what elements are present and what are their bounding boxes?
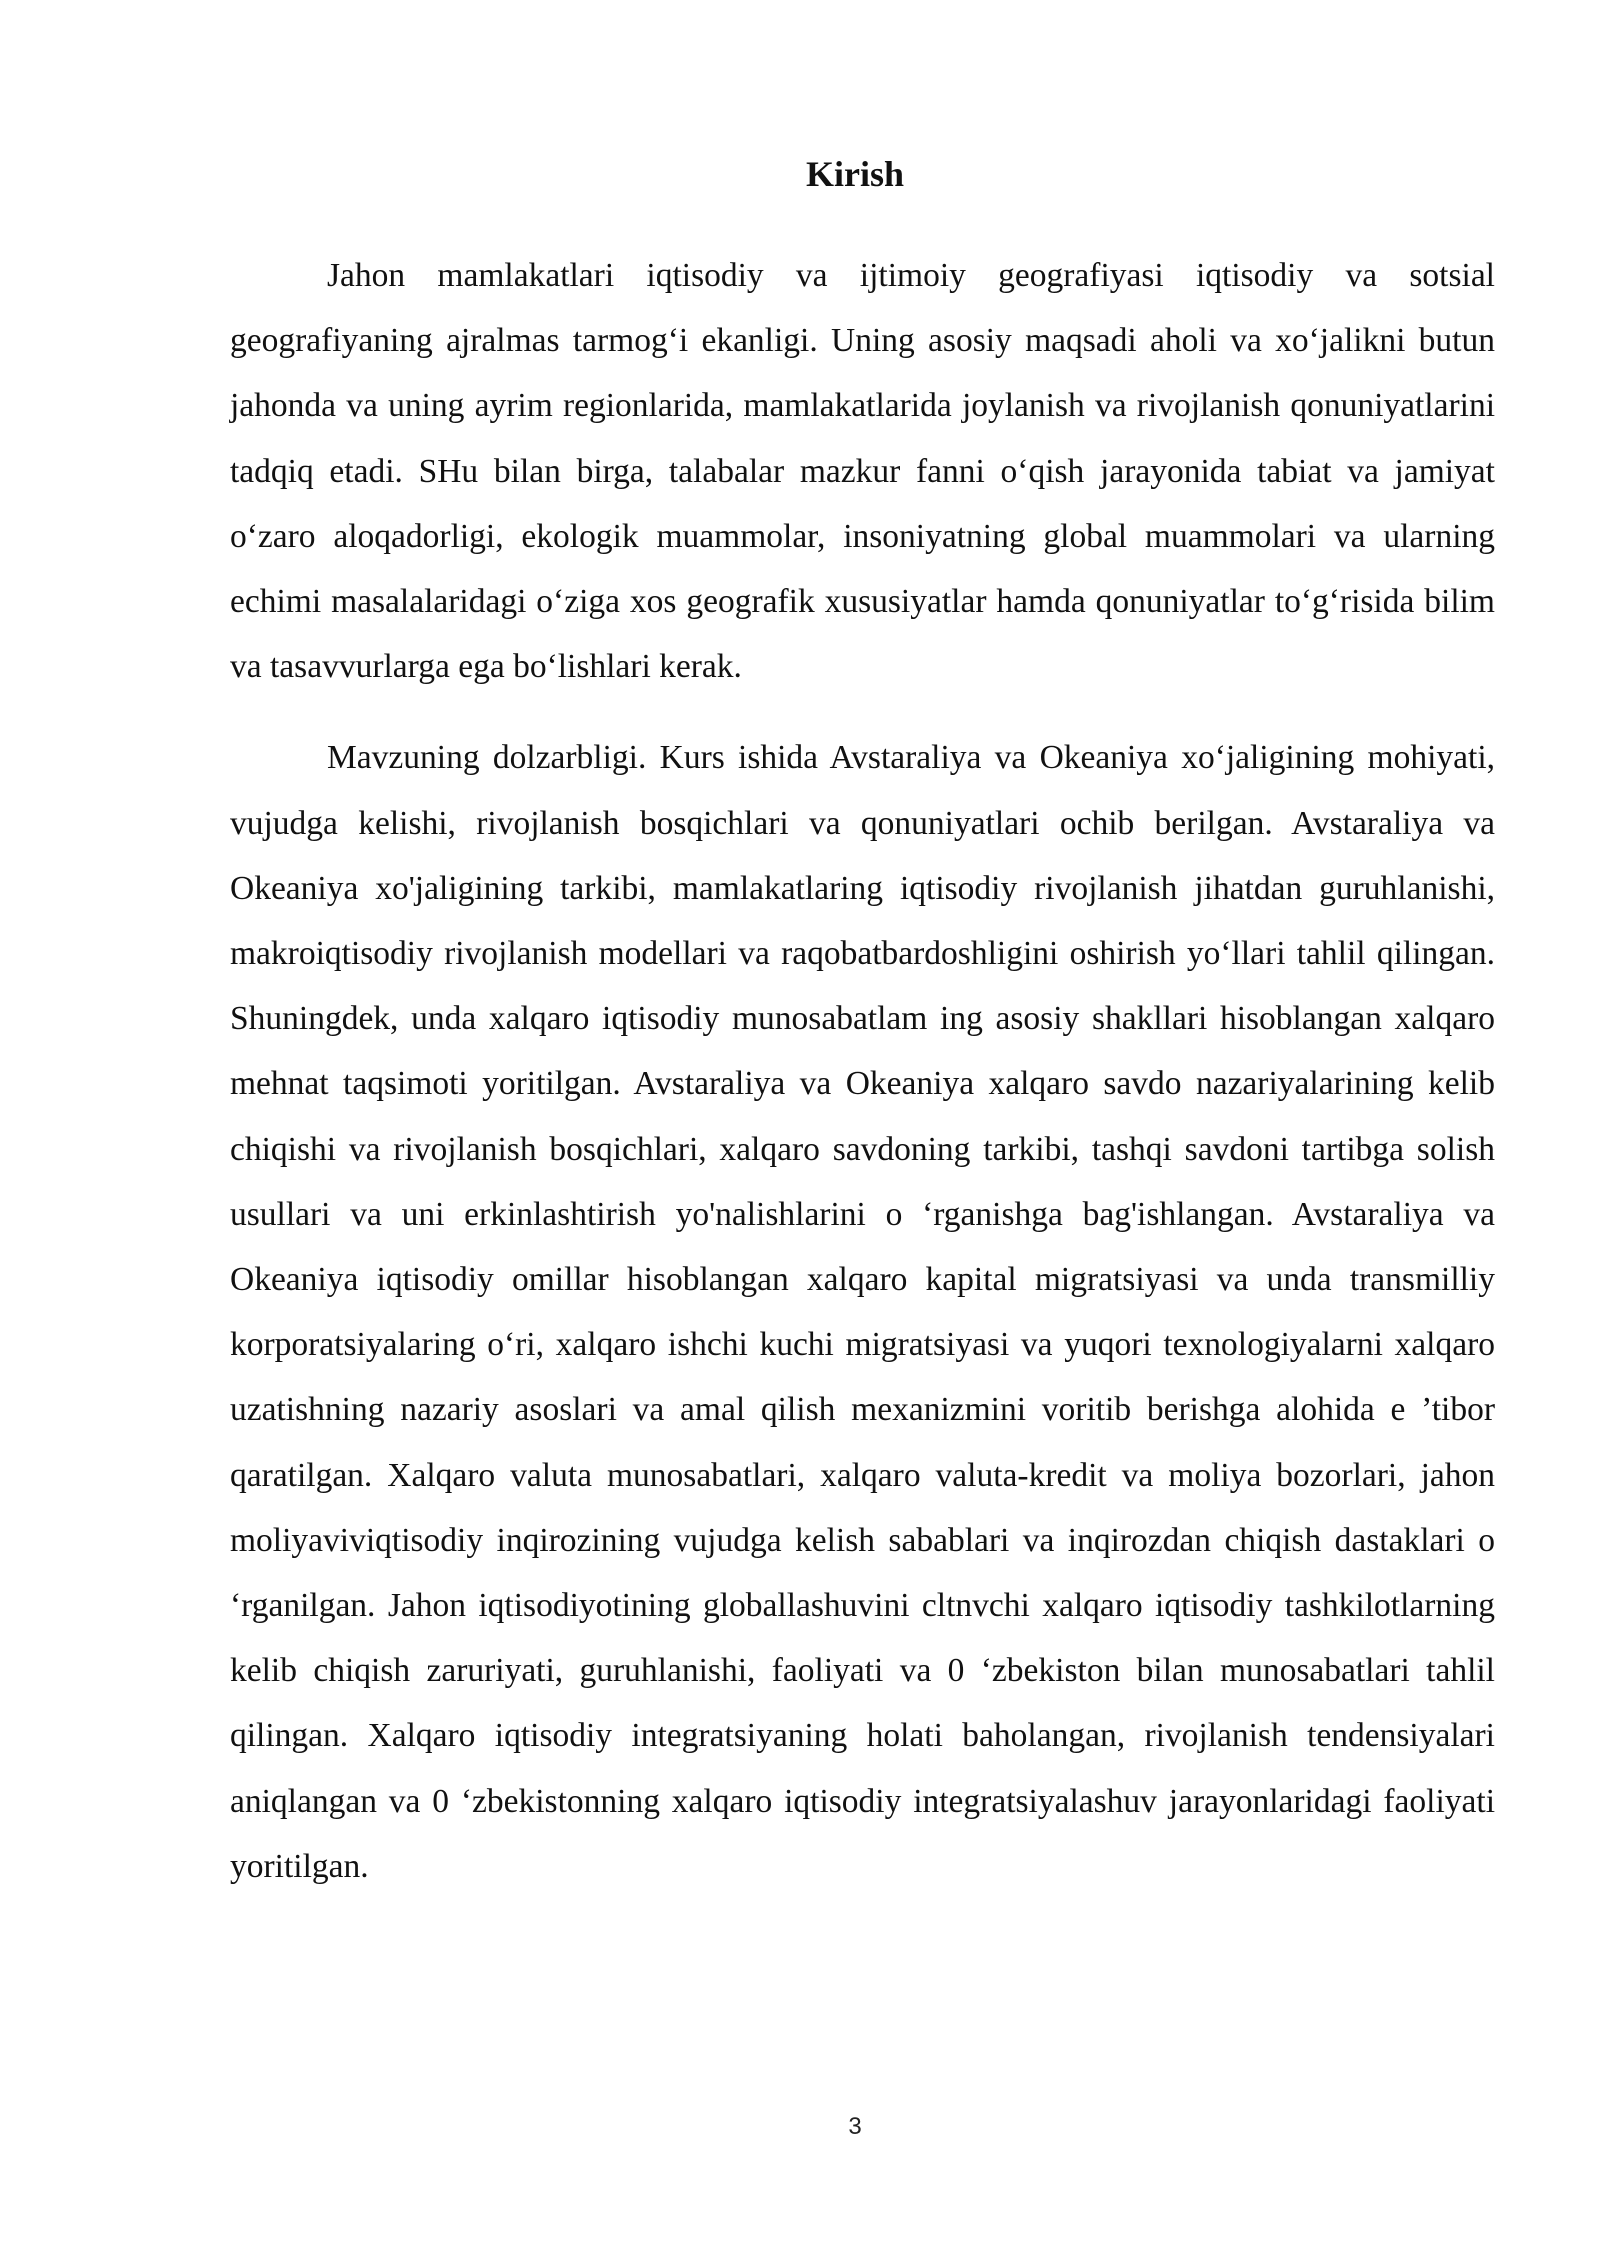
- relevance-paragraph: Mavzuning dolzarbligi. Kurs ishida Avstaraliya va Okeaniya xo‘jaligining mohiyati, vujudga kelishi, rivojlanish bosqichlari va qonuniyatlari ochib berilgan. Avstaraliya va Okeaniya xo'jaligining tarkibi, mamlakatlaring iqtisodiy rivojlanish jihatdan guruhlanishi, makroiqtisodiy rivojlanish modellari va raqobatbardoshligini oshirish yo‘llari tahlil qilingan. Shuningdek, unda xalqaro iqtisodiy munosabatlam ing asosiy shakllari hisoblangan xalqaro mehnat taqsimoti yoritilgan. Avstaraliya va Okeaniya xalqaro savdo nazariyalarining kelib chiqishi va rivojlanish bosqichlari, xalqaro savdoning tarkibi, tashqi savdoni tartibga solish usullari va uni erkinlashtirish yo'nalishlarini o ‘rganishga bag'ishlangan. Avstaraliya va Okeaniya iqtisodiy omillar hisoblangan xalqaro kapital migratsiyasi va unda transmilliy korporatsiyalaring o‘ri, xalqaro ishchi kuchi migratsiyasi va yuqori texnologiyalarni xalqaro uzatishning nazariy asoslari va amal qilish mexanizmini voritib berishga alohida e ’tibor qaratilgan. Xalqaro valuta munosabatlari, xalqaro valuta-kredit va moliya bozorlari, jahon moliyaviviqtisodiy inqirozining vujudga kelish sabablari va inqirozdan chiqish dastaklari o ‘rganilgan. Jahon iqtisodiyotining globallashuvini cltnvchi xalqaro iqtisodiy tashkilotlarning kelib chiqish zaruriyati, guruhlanishi, faoliyati va 0 ‘zbekiston bilan munosabatlari tahlil qilingan. Xalqaro iqtisodiy integratsiyaning holati baholangan, rivojlanish tendensiyalari aniqlangan va 0 ‘zbekistonning xalqaro iqtisodiy integratsiyalashuv jarayonlaridagi faoliyati yoritilgan.: [230, 739, 1495, 1885]
- page-title: Kirish: [805, 154, 904, 194]
- page-number: 3: [848, 2113, 862, 2140]
- body-text: [230, 243, 1495, 1899]
- intro-paragraph: Jahon mamlakatlari iqtisodiy va ijtimoiy geografiyasi iqtisodiy va sotsial geografiyaning ajralmas tarmog‘i ekanligi. Uning asosiy maqsadi aholi va xo‘jalikni butun jahonda va uning ayrim regionlarida, mamlakatlarida joylanish va rivojlanish qonuniyatlarini tadqiq etadi. SHu bilan birga, talabalar mazkur fanni o‘qish jarayonida tabiat va jamiyat o‘zaro aloqadorligi, ekologik muammolar, insoniyatning global muammolari va ularning echimi masalalaridagi o‘ziga xos geografik xususiyatlar hamda qonuniyatlar to‘g‘risida bilim va tasavvurlarga ega bo‘lishlari kerak.: [230, 257, 1495, 686]
